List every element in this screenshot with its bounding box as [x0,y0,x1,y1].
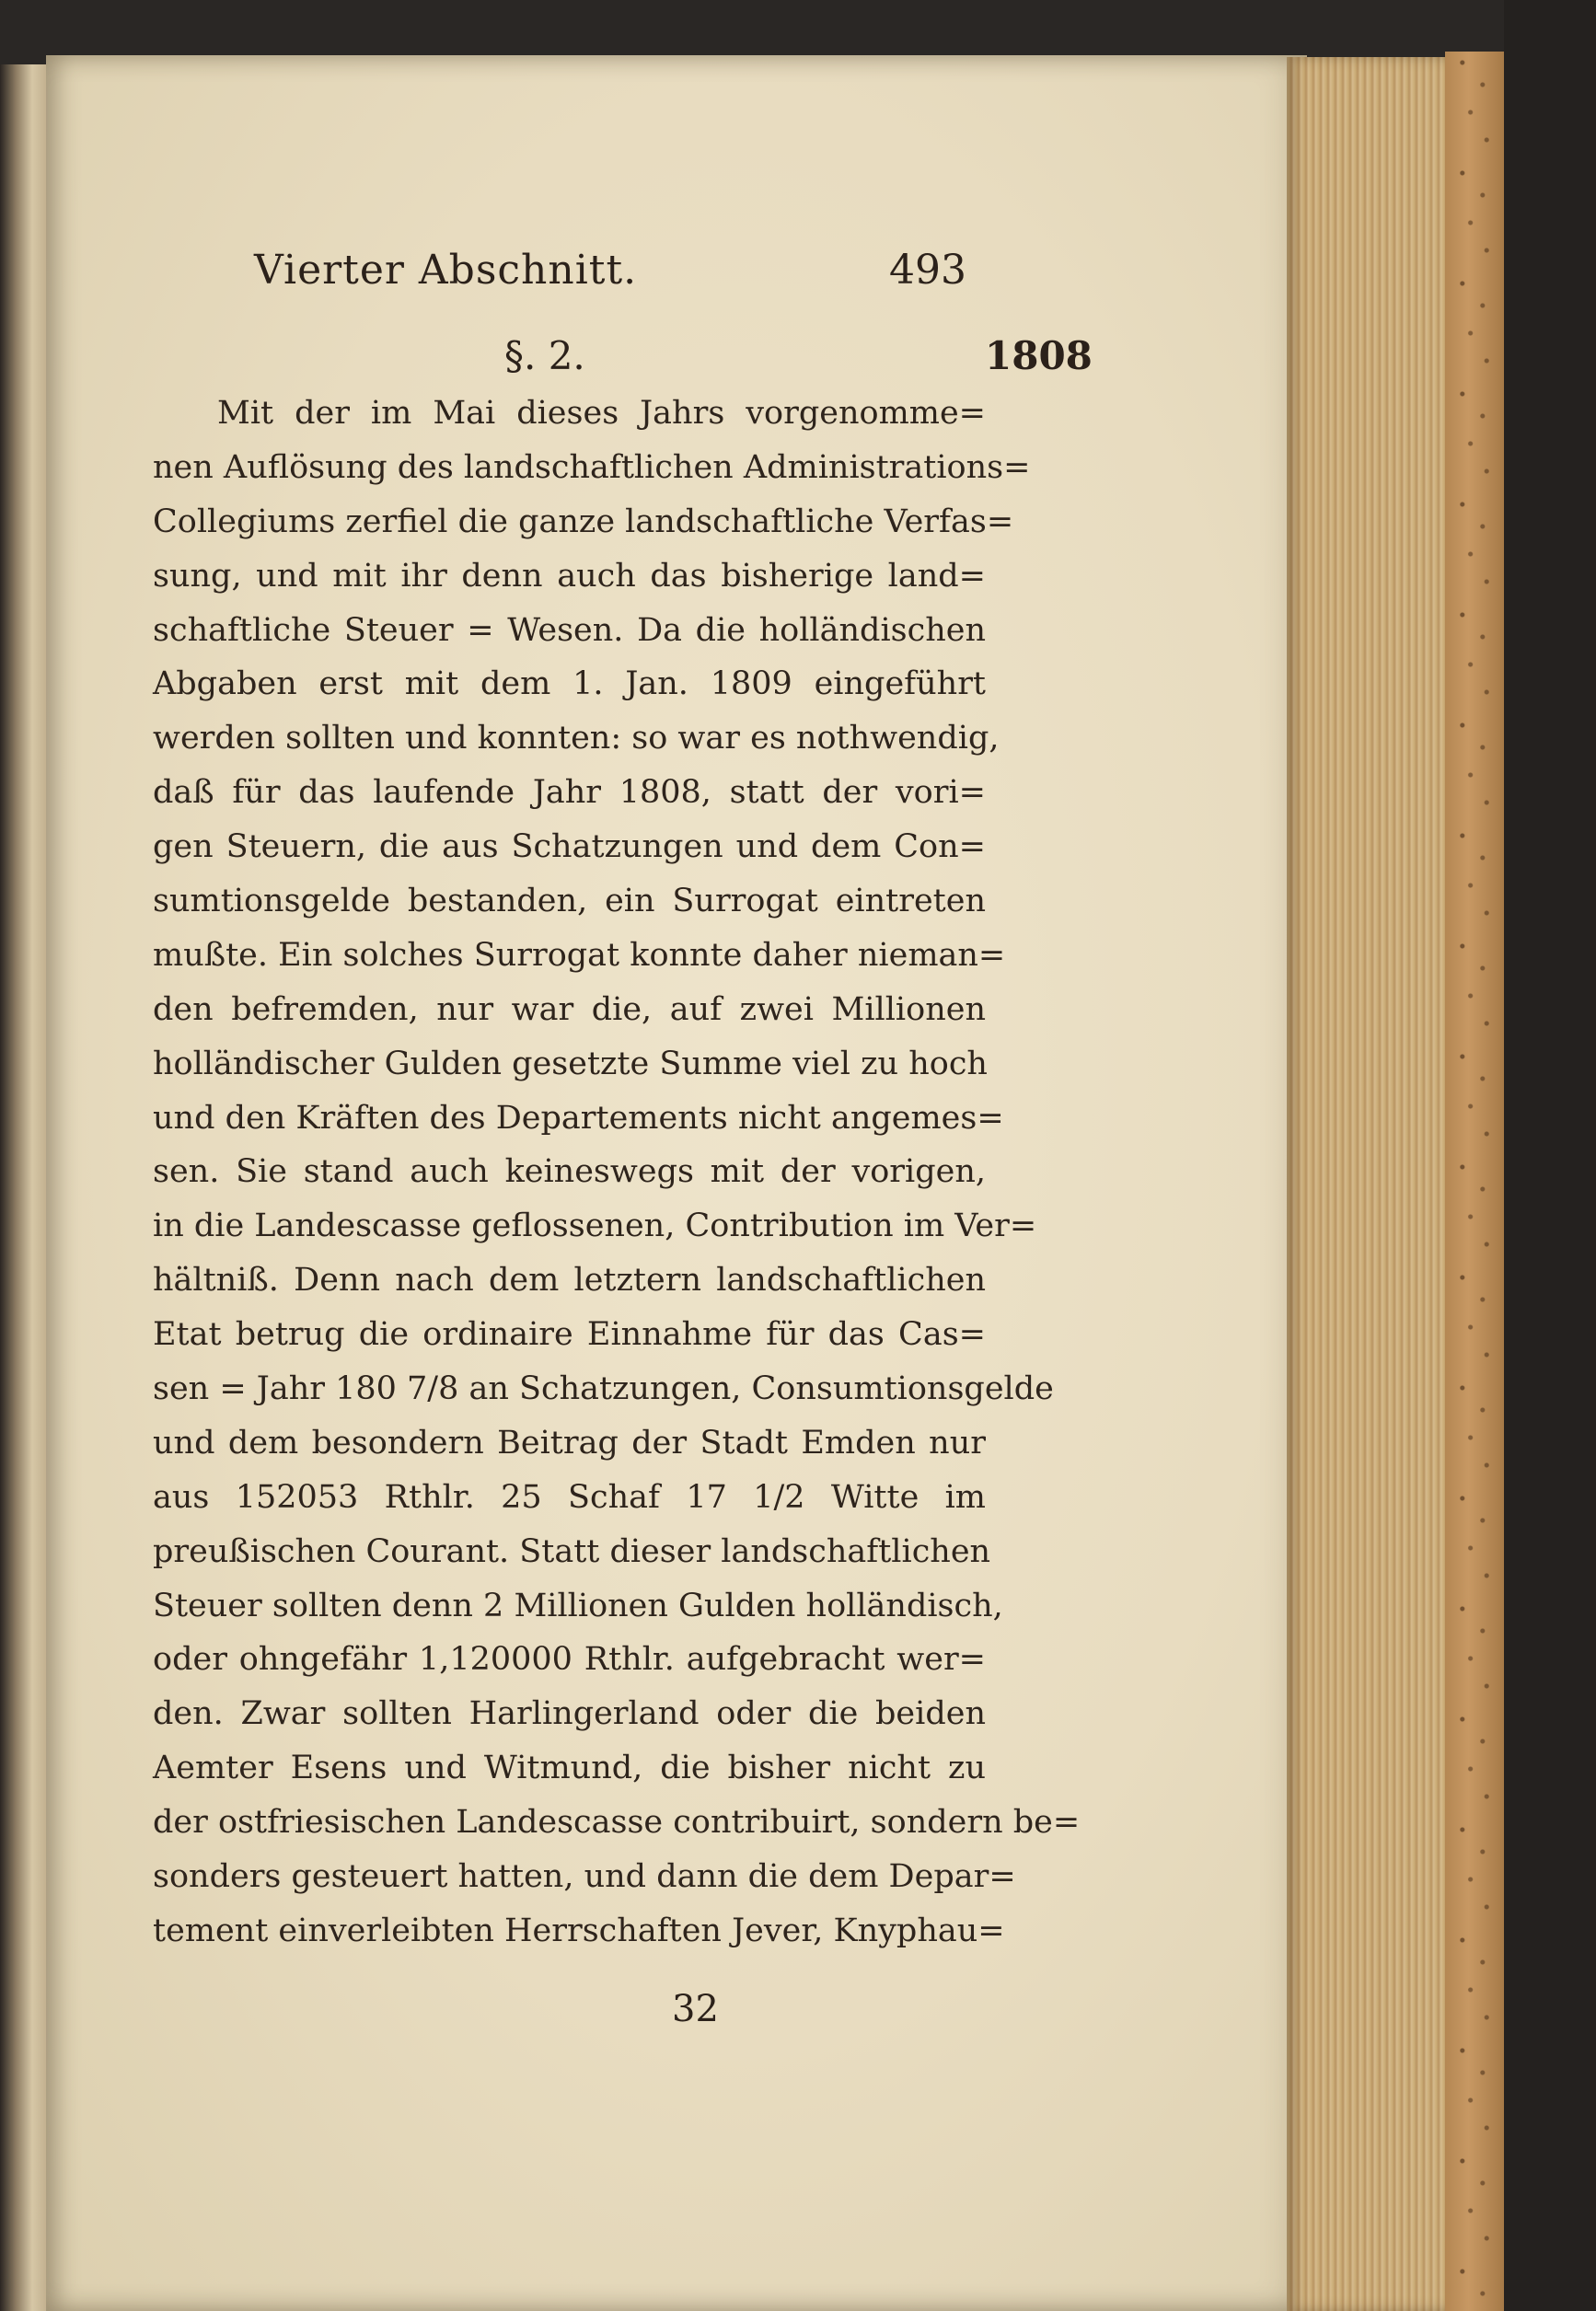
text-line: holländischer Gulden gesetzte Summe viel zu hoch [153,1045,988,1082]
text-line: oder ohngefähr 1,120000 Rthlr. aufgebracht wer= [153,1641,986,1679]
text-line: werden sollten und konnten: so war es nothwendig, [153,720,1000,757]
text-line: preußischen Courant. Statt dieser landschaftlichen [153,1532,991,1570]
text-line: sumtionsgelde bestanden, ein Surrogat eintreten [153,883,986,920]
text-line: den befremden, nur war die, auf zwei Millionen [153,990,986,1028]
text-line: aus 152053 Rthlr. 25 Schaf 17 1/2 Witte im [153,1478,986,1516]
text-line: nen Auflösung des landschaftlichen Administrations= [153,448,1031,486]
text-line: sonders gesteuert hatten, und dann die dem Depar= [153,1858,1016,1896]
text-line: Mit der im Mai dieses Jahrs vorgenomme= [217,395,986,432]
text-line: Etat betrug die ordinaire Einnahme für das Cas= [153,1316,986,1354]
text-line: und den Kräften des Departements nicht angemes= [153,1099,1004,1137]
text-line: sung, und mit ihr denn auch das bisherige land= [153,557,986,595]
text-line: hältniß. Denn nach dem letztern landschaftlichen [153,1262,986,1300]
text-line: der ostfriesischen Landescasse contribuirt, sondern be= [153,1804,1081,1842]
background-right [1504,0,1596,2311]
section-heading: §. 2. [504,333,585,378]
text-line: Steuer sollten denn 2 Millionen Gulden holländisch, [153,1587,1003,1624]
page-number: 493 [889,247,966,294]
text-line: Aemter Esens und Witmund, die bisher nicht zu [153,1750,986,1787]
book-cover-board [1445,52,1504,2311]
running-head: Vierter Abschnitt. [254,247,638,294]
page-header [254,247,990,302]
text-line: in die Landescasse geflossenen, Contribution im Ver= [153,1207,1037,1245]
text-line: tement einverleibten Herrschaften Jever, Knyphau= [153,1912,1005,1949]
margin-note-year: 1808 [985,333,1093,378]
text-line: Abgaben erst mit dem 1. Jan. 1809 eingeführt [153,665,986,703]
text-line: mußte. Ein solches Surrogat konnte daher nieman= [153,936,1006,974]
text-line: und dem besondern Beitrag der Stadt Emden nur [153,1424,986,1462]
text-line: den. Zwar sollten Harlingerland oder die beiden [153,1695,986,1733]
text-line: schaftliche Steuer = Wesen. Da die holländischen [153,611,986,649]
text-line: daß für das laufende Jahr 1808, statt der vori= [153,774,986,812]
body-text [153,387,1081,1959]
page-block-edges [1287,57,1462,2311]
text-line: sen = Jahr 180 7/8 an Schatzungen, Consumtionsgelde [153,1370,1054,1408]
signature-mark: 32 [672,1988,719,2030]
facing-page-edge [0,64,46,2311]
text-line: Collegiums zerfiel die ganze landschaftliche Verfas= [153,503,1014,540]
text-line: gen Steuern, die aus Schatzungen und dem Con= [153,828,986,866]
text-line: sen. Sie stand auch keineswegs mit der vorigen, [153,1153,986,1191]
